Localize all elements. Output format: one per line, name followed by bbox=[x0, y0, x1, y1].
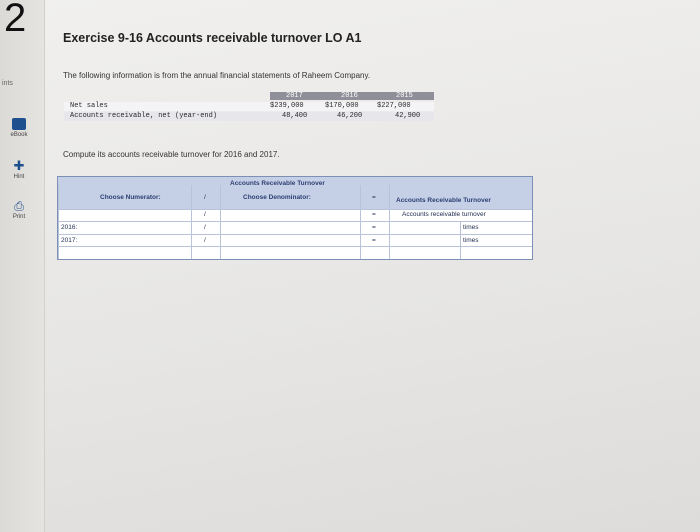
hint-label: Hint bbox=[13, 174, 25, 180]
divider bbox=[360, 185, 361, 259]
lifebuoy-icon: ✚ bbox=[13, 158, 25, 173]
ebook-label: eBook bbox=[10, 132, 28, 138]
equals-symbol: = bbox=[372, 237, 376, 244]
denominator-select[interactable] bbox=[224, 211, 358, 220]
denominator-input-2017[interactable] bbox=[224, 236, 358, 245]
divide-symbol: / bbox=[204, 194, 206, 201]
row-label: Net sales bbox=[70, 102, 108, 110]
divide-symbol: / bbox=[204, 211, 206, 218]
table-cell: $227,000 bbox=[377, 102, 411, 110]
numerator-input-2016[interactable] bbox=[88, 223, 188, 232]
equals-symbol: = bbox=[372, 224, 376, 231]
divider bbox=[389, 185, 390, 259]
turnover-table-title: Accounts Receivable Turnover bbox=[230, 180, 325, 187]
table-cell: 42,900 bbox=[395, 112, 421, 120]
unit-label: times bbox=[463, 237, 479, 244]
financial-data-table bbox=[64, 92, 434, 128]
divider bbox=[58, 234, 532, 235]
table-cell: $239,000 bbox=[270, 102, 304, 110]
divider bbox=[58, 209, 532, 210]
equals-symbol: = bbox=[372, 211, 376, 218]
result-subheader: Accounts receivable turnover bbox=[402, 211, 486, 218]
divide-symbol: / bbox=[204, 224, 206, 231]
divider bbox=[220, 185, 221, 259]
printer-icon: ⎙ bbox=[14, 199, 24, 213]
denominator-header: Choose Denominator: bbox=[243, 194, 311, 201]
hint-button[interactable] bbox=[2, 160, 36, 180]
table-cell: $170,000 bbox=[325, 102, 359, 110]
turnover-result-2016[interactable] bbox=[392, 223, 458, 232]
book-icon bbox=[12, 118, 26, 130]
divider bbox=[58, 246, 532, 247]
print-label: Print bbox=[12, 214, 26, 220]
year-header: 2017 bbox=[286, 92, 303, 100]
numerator-header: Choose Numerator: bbox=[100, 194, 161, 201]
divider bbox=[460, 221, 461, 259]
numerator-select[interactable] bbox=[61, 211, 189, 220]
row-label-2017: 2017: bbox=[61, 237, 78, 244]
print-button[interactable] bbox=[2, 200, 36, 220]
divider bbox=[58, 185, 59, 259]
ebook-button[interactable] bbox=[2, 118, 36, 138]
exercise-title: Exercise 9-16 Accounts receivable turnover LO A1 bbox=[63, 31, 362, 45]
divide-symbol: / bbox=[204, 237, 206, 244]
exercise-intro: The following information is from the annual financial statements of Raheem Company. bbox=[63, 71, 371, 80]
row-label: Accounts receivable, net (year-end) bbox=[70, 112, 218, 120]
year-header: 2016 bbox=[341, 92, 358, 100]
exercise-task: Compute its accounts receivable turnover for 2016 and 2017. bbox=[63, 150, 280, 159]
turnover-table bbox=[57, 176, 533, 260]
denominator-input-2016[interactable] bbox=[224, 223, 358, 232]
points-label: ints bbox=[2, 80, 13, 87]
year-header: 2015 bbox=[396, 92, 413, 100]
row-label-2016: 2016: bbox=[61, 224, 78, 231]
divider bbox=[58, 221, 532, 222]
equals-symbol: = bbox=[372, 194, 376, 201]
result-header: Accounts Receivable Turnover bbox=[396, 197, 491, 204]
numerator-input-2017[interactable] bbox=[88, 236, 188, 245]
divider bbox=[191, 185, 192, 259]
table-cell: 46,200 bbox=[337, 112, 363, 120]
question-number: 2 bbox=[4, 0, 27, 40]
table-cell: 48,400 bbox=[282, 112, 308, 120]
unit-label: times bbox=[463, 224, 479, 231]
sidebar bbox=[0, 0, 45, 532]
turnover-result-2017[interactable] bbox=[392, 236, 458, 245]
